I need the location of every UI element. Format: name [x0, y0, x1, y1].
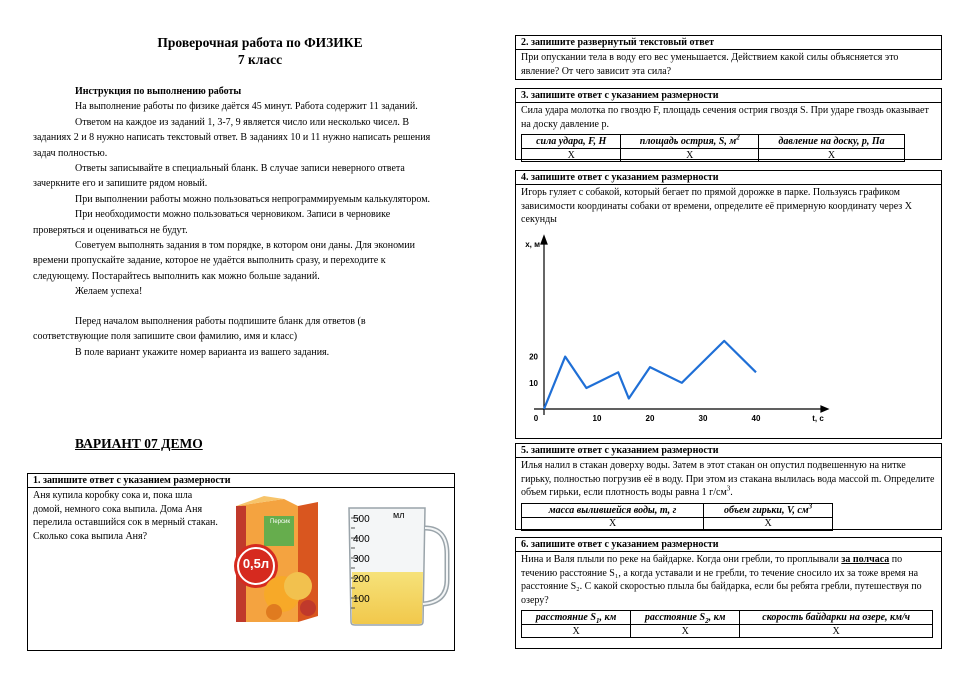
- x-tick-label: 0: [533, 414, 539, 423]
- task-3: [515, 88, 942, 160]
- task-4: [515, 170, 942, 439]
- task-3-answer-2[interactable]: X: [621, 149, 759, 162]
- task-5: [515, 443, 942, 530]
- instructions-title: Инструкция по выполнению работы: [75, 86, 242, 97]
- scale-300: 300: [353, 554, 370, 565]
- task-6-col-3: скорость байдарки на озере, км/ч: [740, 611, 933, 625]
- spacer: [33, 300, 433, 314]
- task-1-header: 1. запишите ответ с указанием размерности: [28, 474, 454, 488]
- task-3-answer-1[interactable]: X: [522, 149, 621, 162]
- task-6-text-a: Нина и Валя плыли по реке на байдарке. Когда они гребли, то проплывали: [521, 554, 842, 565]
- task-6-col-1: расстояние $S_1$, км: [522, 611, 631, 625]
- scale-200: 200: [353, 574, 370, 585]
- scale-unit: мл: [393, 510, 405, 520]
- variant-title: ВАРИАНТ 07 ДЕМО: [75, 436, 203, 451]
- x-axis-arrow: [821, 406, 828, 412]
- x-tick-label: 40: [751, 414, 761, 423]
- task-2-text: При опускании тела в воду его вес уменьшается. Действием какой силы объясняется это явление? От чего зависит эта сила?: [521, 52, 899, 77]
- instr-p4: При выполнении работы можно пользоваться непрограммируемым калькулятором.: [75, 193, 431, 205]
- y-axis-arrow: [541, 236, 547, 244]
- task-3-header: 3. запишите ответ с указанием размерности: [516, 89, 941, 103]
- task-1-text: Аня купила коробку сока и, пока шла домой, немного сока выпила. Дома Аня перелила оставшийся сок в мерный стакан. Сколько сока выпила Аня?: [33, 490, 218, 542]
- x-tick-label: 10: [592, 414, 602, 423]
- task-2-header: 2. запишите развернутый текстовый ответ: [516, 36, 941, 50]
- x-axis-label: t, c: [812, 414, 824, 423]
- task-3-col-1: сила удара, F, H: [522, 135, 621, 149]
- task-2: [515, 35, 942, 80]
- scale-400: 400: [353, 534, 370, 545]
- instr-p2: Ответом на каждое из заданий 1, 3-7, 9 является число или несколько чисел. В заданиях 2 и 8 нужно написать текстовый ответ. В заданиях 10 и 11 нужно написать решения задач полностью.: [33, 116, 431, 159]
- task-6-answer-2[interactable]: X: [631, 625, 740, 638]
- task-6-text-underlined: за полчаса: [841, 554, 890, 565]
- task-6-text: [516, 552, 941, 608]
- task-3-col-3: давление на доску, p, Па: [759, 135, 905, 149]
- scale-100: 100: [353, 594, 370, 605]
- task-6-text-b: по течению расстояние S₁, а когда уставали и не гребли, то течение сносило их за тоже время на расстояние S₂. С какой скоростью плыла бы байдарка, если бы ребята гребли, путешествуя по озеру?: [521, 554, 922, 606]
- task-3-answer-table: [521, 134, 905, 162]
- instr-p5: При необходимости можно пользоваться черновиком. Записи в черновике проверяться и оцениваться не будут.: [33, 209, 391, 236]
- page-title: [60, 34, 460, 68]
- task-6-col-2: расстояние $S_2$, км: [631, 611, 740, 625]
- task-5-answer-2[interactable]: X: [704, 517, 833, 530]
- task-1: [27, 473, 455, 651]
- x-tick-label: 20: [645, 414, 655, 423]
- coordinate-chart: [516, 234, 836, 434]
- instr-p1: На выполнение работы по физике даётся 45 минут. Работа содержит 11 заданий.: [75, 101, 418, 113]
- title-line-1: Проверочная работа по ФИЗИКЕ: [157, 35, 363, 50]
- x-tick-label: 30: [698, 414, 708, 423]
- task-5-col-1: масса вылившейся воды, m, г: [522, 503, 704, 517]
- coordinate-series-line: [544, 341, 756, 409]
- task-6-answer-table: [521, 610, 933, 638]
- task-6: [515, 537, 942, 649]
- task-6-answer-1[interactable]: X: [522, 625, 631, 638]
- task-5-header: 5. запишите ответ с указанием размерности: [516, 444, 941, 458]
- juice-brand-label: Персик: [270, 519, 290, 525]
- task-6-answer-3[interactable]: X: [740, 625, 933, 638]
- title-line-2: 7 класс: [237, 52, 283, 67]
- juice-volume-label: 0,5л: [242, 556, 270, 571]
- task-3-answer-3[interactable]: X: [759, 149, 905, 162]
- scale-500: 500: [353, 514, 370, 525]
- task-5-col-2: объем гирьки, V, $см^3$: [704, 503, 833, 517]
- instructions: [33, 84, 433, 360]
- task-5-text: Илья налил в стакан доверху воды. Затем в этот стакан он опустил подвешенную на нитке гирьку, полностью погрузив её в воду. При этом из стакана вылилась вода массой m. Определите объем гирьки, если плотность воды равна 1 $г/см^3$.: [521, 460, 935, 498]
- instr-p3: Ответы записывайте в специальный бланк. В случае записи неверного ответа зачеркните его и запишите рядом новый.: [33, 163, 405, 190]
- task-4-header: 4. запишите ответ с указанием размерности: [516, 171, 941, 185]
- task-3-col-2: площадь острия, S, $м^2$: [621, 135, 759, 149]
- task-4-text: Игорь гуляет с собакой, который бегает по прямой дорожке в парке. Пользуясь графиком зависимости координаты собаки от времени, определите её примерную координату через X секунды: [521, 187, 912, 225]
- y-tick-label: 20: [529, 352, 538, 362]
- instr-p7: Желаем успеха!: [75, 286, 143, 298]
- y-axis-label: x, м: [525, 240, 540, 249]
- task-5-answer-1[interactable]: X: [522, 517, 704, 530]
- task-3-text: Сила удара молотка по гвоздю F, площадь сечения острия гвоздя S. При ударе гвоздь оказывает на доску давление p.: [521, 105, 929, 130]
- y-tick-label: 10: [529, 378, 538, 388]
- task-5-answer-table: [521, 503, 833, 531]
- instr-p8: Перед началом выполнения работы подпишите бланк для ответов (в соответствующие поля запишите свои фамилию, имя и класс): [33, 315, 366, 343]
- instr-p9: В поле вариант укажите номер варианта из вашего задания.: [75, 346, 330, 358]
- instr-p6: Советуем выполнять задания в том порядке, в котором они даны. Для экономии времени пропускайте задание, которое не удаётся выполнить сразу, и переходите к следующему. Постарайтесь выполнить как можно больше заданий.: [33, 240, 415, 282]
- task-6-header: 6. запишите ответ с указанием размерности: [516, 538, 941, 552]
